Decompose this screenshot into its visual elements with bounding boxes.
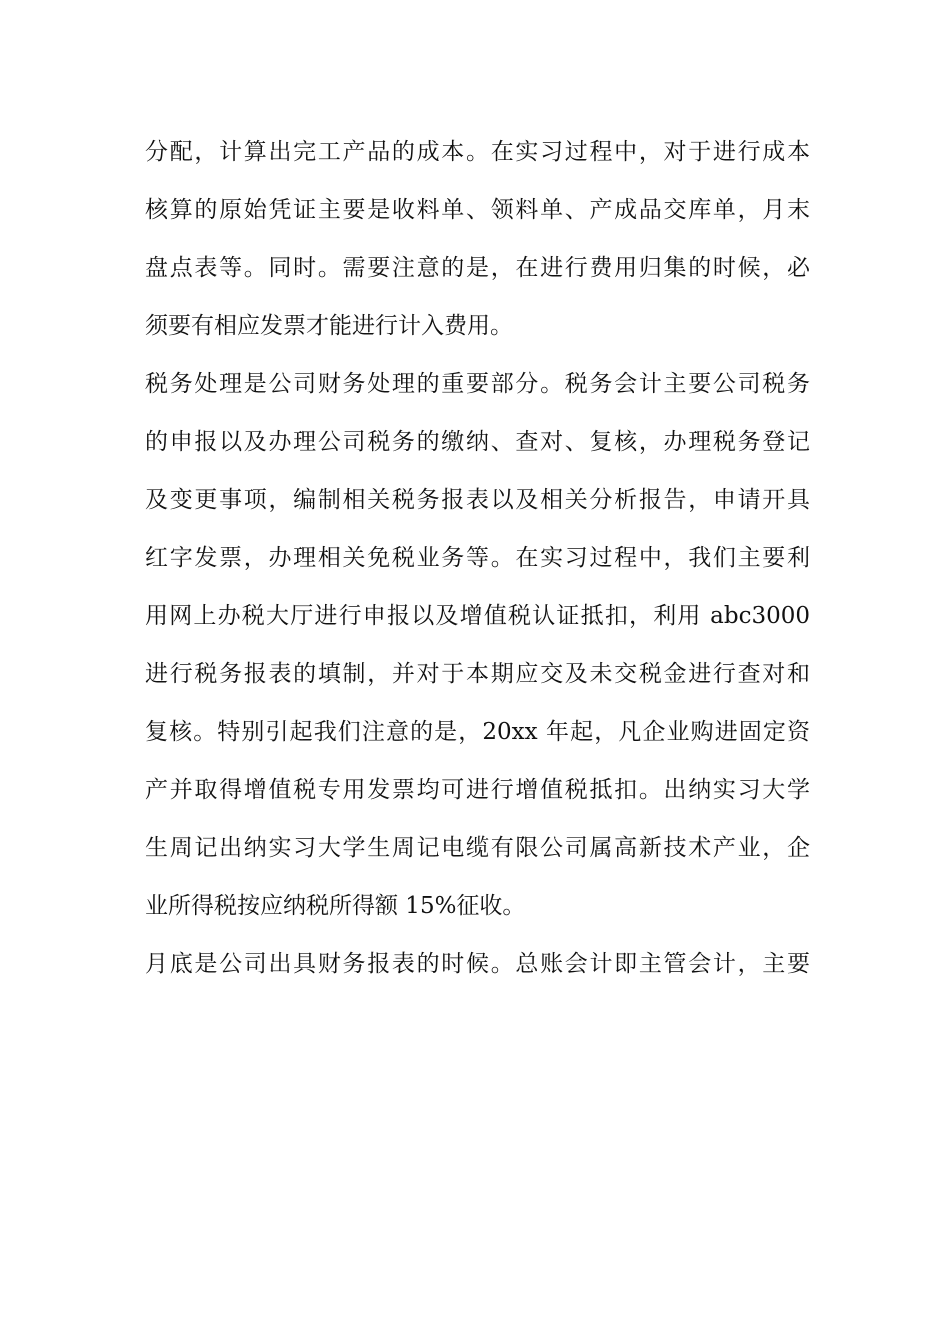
text-line: 红字发票，办理相关免税业务等。在实习过程中，我们主要利 bbox=[145, 545, 810, 571]
text-line: 盘点表等。同时。需要注意的是，在进行费用归集的时候，必 bbox=[145, 255, 810, 281]
text-line: 须要有相应发票才能进行计入费用。 bbox=[145, 313, 513, 339]
text-line: 用网上办税大厅进行申报以及增值税认证抵扣，利用 abc3000 bbox=[145, 603, 810, 629]
text-line: 及变更事项，编制相关税务报表以及相关分析报告，申请开具 bbox=[145, 487, 810, 513]
text-line: 产并取得增值税专用发票均可进行增值税抵扣。出纳实习大学 bbox=[145, 777, 810, 803]
paragraph-tax-processing bbox=[145, 362, 810, 942]
text-line: 的申报以及办理公司税务的缴纳、查对、复核，办理税务登记 bbox=[145, 429, 810, 455]
text-line: 复核。特别引起我们注意的是，20xx 年起，凡企业购进固定资 bbox=[145, 719, 810, 745]
paragraph-cost-accounting bbox=[145, 130, 810, 362]
text-line: 生周记出纳实习大学生周记电缆有限公司属高新技术产业，企 bbox=[145, 835, 810, 861]
text-line: 月底是公司出具财务报表的时候。总账会计即主管会计，主要 bbox=[145, 951, 810, 977]
document-body bbox=[145, 130, 810, 1000]
text-line: 分配，计算出完工产品的成本。在实习过程中，对于进行成本 bbox=[145, 139, 810, 165]
text-line: 核算的原始凭证主要是收料单、领料单、产成品交库单，月末 bbox=[145, 197, 810, 223]
text-line: 业所得税按应纳税所得额 15%征收。 bbox=[145, 893, 526, 919]
paragraph-month-end-reports bbox=[145, 942, 810, 1000]
text-line: 进行税务报表的填制，并对于本期应交及未交税金进行查对和 bbox=[145, 661, 810, 687]
text-line: 税务处理是公司财务处理的重要部分。税务会计主要公司税务 bbox=[145, 371, 810, 397]
